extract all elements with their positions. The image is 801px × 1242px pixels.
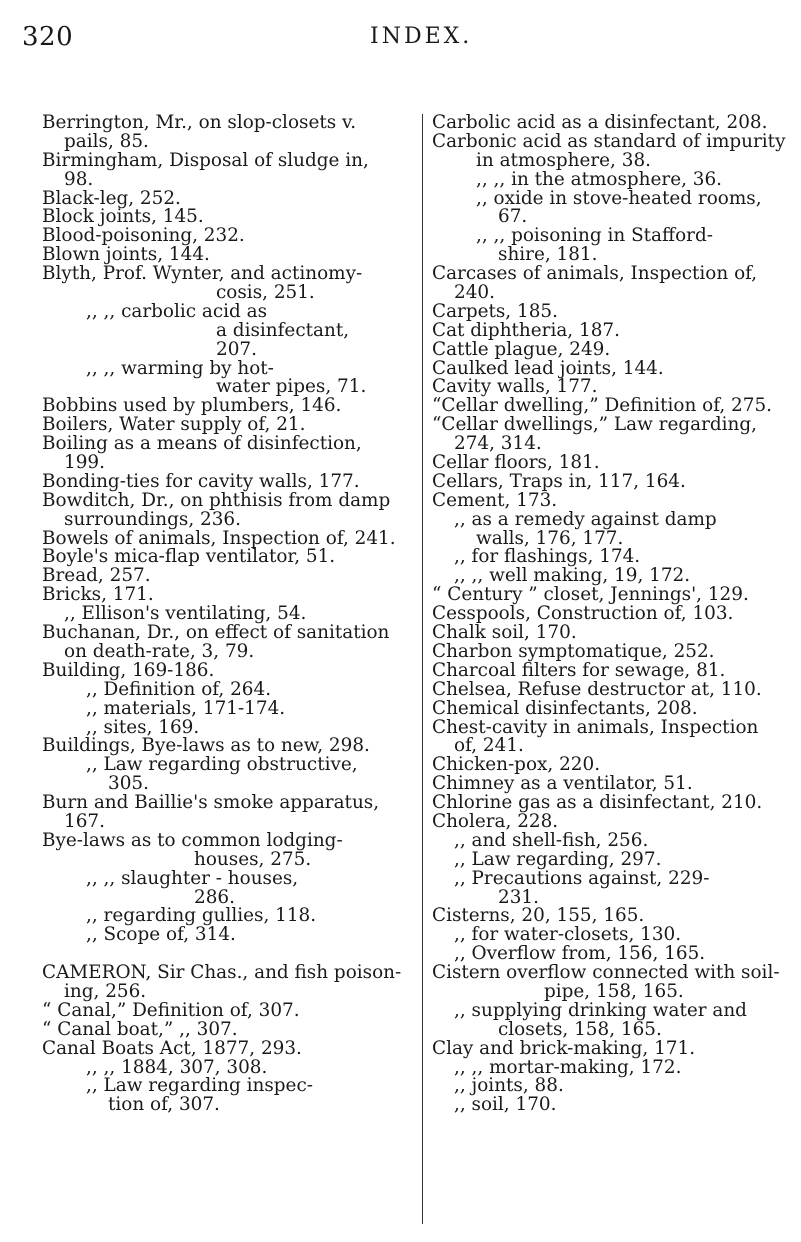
index-line: Cholera, 228.: [432, 810, 559, 832]
index-line: Birmingham, Disposal of sludge in,: [42, 149, 369, 171]
index-line: ,, ,, 1884, 307, 308.: [86, 1056, 268, 1078]
index-line: cosis, 251.: [216, 282, 315, 304]
index-line: Canal Boats Act, 1877, 293.: [42, 1037, 302, 1059]
index-line: 67.: [498, 206, 528, 228]
index-line: Block joints, 145.: [42, 206, 204, 228]
index-line: ,, soil, 170.: [454, 1094, 557, 1116]
index-line: ,, oxide in stove-heated rooms,: [476, 187, 762, 209]
index-line: ,, ,, in the atmosphere, 36.: [476, 168, 723, 190]
index-line: Boyle's mica-flap ventilator, 51.: [42, 546, 336, 568]
running-title: INDEX.: [370, 24, 473, 49]
index-line: Buildings, Bye-laws as to new, 298.: [42, 735, 370, 757]
index-line: tion of, 307.: [108, 1094, 220, 1116]
index-line: 305.: [108, 773, 149, 795]
column-divider: [422, 114, 423, 1224]
index-line: Cat diphtheria, 187.: [432, 319, 620, 341]
index-line: Charcoal filters for sewage, 81.: [432, 659, 726, 681]
index-line: ,, for flashings, 174.: [454, 546, 641, 568]
index-line: Cisterns, 20, 155, 165.: [432, 905, 645, 927]
index-line: Charbon symptomatique, 252.: [432, 640, 715, 662]
index-line: Bricks, 171.: [42, 584, 154, 606]
index-line: ,, ,, well making, 19, 172.: [454, 565, 691, 587]
index-line: Cellar floors, 181.: [432, 452, 600, 474]
index-line: 274, 314.: [454, 433, 542, 455]
index-line: “ Century ” closet, Jennings', 129.: [432, 584, 749, 606]
index-line: ,, ,, carbolic acid as: [86, 300, 268, 322]
index-line: pipe, 158, 165.: [544, 980, 684, 1002]
index-line: a disinfectant,: [216, 319, 350, 341]
index-line: “ Canal boat,” ,, 307.: [42, 1018, 238, 1040]
index-line: ,, joints, 88.: [454, 1075, 564, 1097]
index-line: Carbolic acid as a disinfectant, 208.: [432, 112, 768, 133]
index-line: ,, Definition of, 264.: [86, 678, 272, 700]
index-line: Chlorine gas as a disinfectant, 210.: [432, 792, 763, 814]
index-line: Chalk soil, 170.: [432, 622, 577, 644]
index-line: Chest-cavity in animals, Inspection: [432, 716, 759, 738]
index-line: Chicken-pox, 220.: [432, 754, 601, 776]
index-line: Bye-laws as to common lodging-: [42, 829, 343, 851]
page-number: 320: [22, 22, 74, 52]
page-header: [0, 22, 801, 52]
index-line: shire, 181.: [498, 244, 598, 266]
index-line: Cistern overflow connected with soil-: [432, 962, 780, 984]
index-column-left: [42, 114, 417, 1115]
index-line: Boilers, Water supply of, 21.: [42, 414, 306, 436]
index-line: ,, Scope of, 314.: [86, 924, 236, 946]
index-line: ing, 256.: [64, 980, 147, 1002]
index-line: CAMERON, Sir Chas., and fish poison-: [42, 962, 402, 984]
index-line: Boiling as a means of disinfection,: [42, 433, 362, 455]
index-line: Bowels of animals, Inspection of, 241.: [42, 527, 396, 549]
index-line: 240.: [454, 282, 495, 304]
index-line: ,, as a remedy against damp: [454, 508, 717, 530]
index-line: water pipes, 71.: [216, 376, 367, 398]
index-line: closets, 158, 165.: [498, 1018, 662, 1040]
index-line: Bread, 257.: [42, 565, 151, 587]
index-line: walls, 176, 177.: [476, 527, 624, 549]
index-line: Blood-poisoning, 232.: [42, 225, 245, 247]
index-line: Chimney as a ventilator, 51.: [432, 773, 693, 795]
index-line: Chemical disinfectants, 208.: [432, 697, 698, 719]
index-line: Cesspools, Construction of, 103.: [432, 603, 734, 625]
index-line: Berrington, Mr., on slop-closets v.: [42, 112, 357, 133]
index-line: Carbonic acid as standard of impurity: [432, 130, 786, 152]
index-line: Burn and Baillie's smoke apparatus,: [42, 792, 380, 814]
index-line: ,, Law regarding obstructive,: [86, 754, 358, 776]
index-line: Black-leg, 252.: [42, 187, 181, 209]
index-line: ,, ,, slaughter - houses,: [86, 867, 299, 889]
index-line: ,, ,, warming by hot-: [86, 357, 274, 379]
index-line: ,, Precautions against, 229-: [454, 867, 710, 889]
index-line: ,, Law regarding inspec-: [86, 1075, 313, 1097]
index-line: pails, 85.: [64, 130, 149, 152]
index-line: of, 241.: [454, 735, 524, 757]
index-line: ,, ,, mortar-making, 172.: [454, 1056, 682, 1078]
index-line: Building, 169-186.: [42, 659, 215, 681]
index-line: Chelsea, Refuse destructor at, 110.: [432, 678, 762, 700]
index-line: Cavity walls, 177.: [432, 376, 598, 398]
index-line: 231.: [498, 886, 539, 908]
index-line: “ Canal,” Definition of, 307.: [42, 999, 300, 1021]
index-line: 286.: [194, 886, 235, 908]
index-line: ,, Overflow from, 156, 165.: [454, 943, 706, 965]
index-line: Bowditch, Dr., on phthisis from damp: [42, 489, 391, 511]
index-line: ,, sites, 169.: [86, 716, 200, 738]
index-line: Blyth, Prof. Wynter, and actinomy-: [42, 263, 363, 285]
index-line: Cattle plague, 249.: [432, 338, 611, 360]
index-line: ,, for water-closets, 130.: [454, 924, 682, 946]
index-line: ,, regarding gullies, 118.: [86, 905, 317, 927]
index-line: Bonding-ties for cavity walls, 177.: [42, 470, 360, 492]
index-line: Cellars, Traps in, 117, 164.: [432, 470, 686, 492]
index-line: ,, Law regarding, 297.: [454, 848, 662, 870]
index-line: houses, 275.: [194, 848, 312, 870]
index-line: on death-rate, 3, 79.: [64, 640, 255, 662]
index-line: ,, supplying drinking water and: [454, 999, 747, 1021]
index-line: 98.: [64, 168, 94, 190]
index-line: Buchanan, Dr., on effect of sanitation: [42, 622, 390, 644]
index-line: “Cellar dwellings,” Law regarding,: [432, 414, 757, 436]
index-line: 167.: [64, 810, 105, 832]
index-column-right: [432, 114, 795, 1115]
index-line: ,, Ellison's ventilating, 54.: [64, 603, 307, 625]
index-line: Caulked lead joints, 144.: [432, 357, 664, 379]
index-line: “Cellar dwelling,” Definition of, 275.: [432, 395, 772, 417]
index-line: Cement, 173.: [432, 489, 558, 511]
index-line: Clay and brick-making, 171.: [432, 1037, 696, 1059]
index-line: Carcases of animals, Inspection of,: [432, 263, 758, 285]
index-line: 207.: [216, 338, 257, 360]
index-line: ,, materials, 171-174.: [86, 697, 286, 719]
index-line: Blown joints, 144.: [42, 244, 210, 266]
index-line: ,, and shell-fish, 256.: [454, 829, 649, 851]
index-line: surroundings, 236.: [64, 508, 241, 530]
index-line: ,, ,, poisoning in Stafford-: [476, 225, 713, 247]
index-line: Bobbins used by plumbers, 146.: [42, 395, 342, 417]
index-line: Carpets, 185.: [432, 300, 558, 322]
index-line: in atmosphere, 38.: [476, 149, 651, 171]
index-line: 199.: [64, 452, 105, 474]
